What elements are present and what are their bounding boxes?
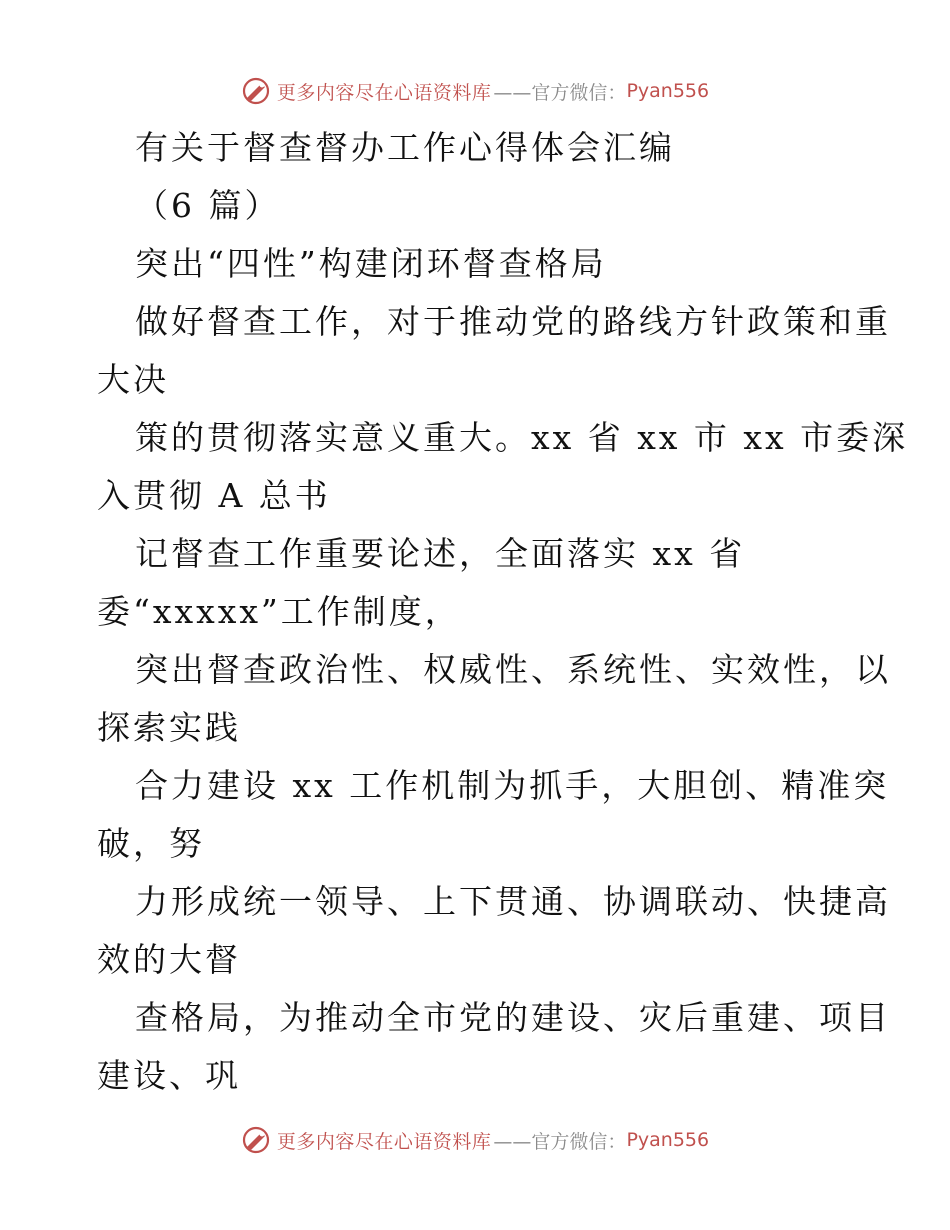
paragraph-line: 合力建设 xx 工作机制为抓手，大胆创、精准突 <box>135 766 890 805</box>
section-heading: 突出“四性”构建闭环督查格局 <box>135 244 607 283</box>
paragraph-line: 记督查工作重要论述，全面落实 xx 省 <box>135 534 746 573</box>
paragraph-line: 策的贯彻落实意义重大。xx 省 xx 市 xx 市委深 <box>135 418 909 457</box>
paragraph-line: 探索实践 <box>97 708 241 747</box>
watermark-separator: ——官方微信： <box>493 81 627 104</box>
paragraph-line: 做好督查工作，对于推动党的路线方针政策和重 <box>135 302 891 341</box>
paragraph-line: 查格局，为推动全市党的建设、灾后重建、项目 <box>135 998 891 1037</box>
footer-watermark <box>0 1120 950 1160</box>
brush-logo-icon <box>241 76 271 106</box>
paragraph-line: 效的大督 <box>97 940 241 979</box>
paragraph-line: 破，努 <box>97 824 205 863</box>
header-watermark <box>0 71 950 111</box>
brush-logo-icon <box>241 1125 271 1155</box>
paragraph-line: 大决 <box>97 360 169 399</box>
paragraph-line: 突出督查政治性、权威性、系统性、实效性，以 <box>135 650 891 689</box>
watermark-text: 更多内容尽在心语资料库 <box>276 81 492 104</box>
document-subtitle: （6 篇） <box>135 186 281 225</box>
paragraph-line: 入贯彻 A 总书 <box>97 476 331 515</box>
watermark-separator: ——官方微信： <box>493 1130 627 1153</box>
paragraph-line: 力形成统一领导、上下贯通、协调联动、快捷高 <box>135 882 891 921</box>
paragraph-line: 建设、巩 <box>97 1056 241 1095</box>
document-body <box>97 119 909 1105</box>
watermark-wechat-id: Pyan556 <box>626 1129 710 1151</box>
document-title: 有关于督查督办工作心得体会汇编 <box>135 128 675 167</box>
watermark-text: 更多内容尽在心语资料库 <box>276 1130 492 1153</box>
paragraph-line: 委“xxxxx”工作制度， <box>97 592 461 631</box>
watermark-wechat-id: Pyan556 <box>626 80 710 102</box>
